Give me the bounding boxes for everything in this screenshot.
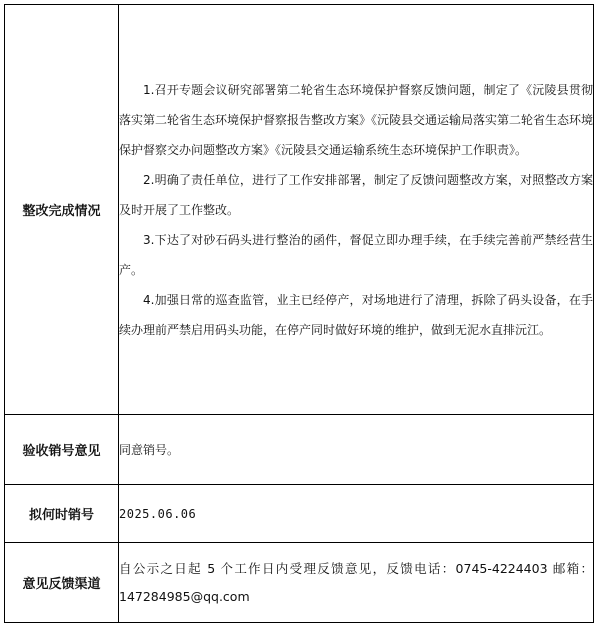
row-label-cancellation-date: 拟何时销号 (5, 485, 119, 543)
completion-content (119, 5, 594, 415)
row-label-completion: 整改完成情况 (5, 5, 119, 415)
completion-item-2: 2.明确了责任单位，进行了工作安排部署，制定了反馈问题整改方案，对照整改方案及时开展了工作整改。 (119, 172, 593, 217)
table-row-completion (5, 5, 594, 415)
rectification-table (4, 4, 594, 623)
completion-item-3: 3.下达了对砂石码头进行整治的函件，督促立即办理手续，在手续完善前严禁经营生产。 (119, 232, 593, 277)
cancellation-date-content (119, 485, 594, 543)
feedback-channel-text: 自公示之日起 5 个工作日内受理反馈意见，反馈电话：0745-4224403 邮箱：147284985@qq.com (119, 560, 593, 604)
cancellation-date: 2025.06.06 (119, 506, 197, 521)
table-row-feedback (5, 543, 594, 623)
completion-item-4: 4.加强日常的巡查监管，业主已经停产，对场地进行了清理，拆除了码头设备，在手续办理前严禁启用码头功能，在停产同时做好环境的维护，做到无泥水直排沅江。 (119, 292, 593, 337)
acceptance-opinion: 同意销号。 (119, 442, 180, 457)
feedback-content (119, 543, 594, 623)
table-row-cancellation-date (5, 485, 594, 543)
acceptance-content (119, 415, 594, 485)
table-row-acceptance (5, 415, 594, 485)
row-label-acceptance: 验收销号意见 (5, 415, 119, 485)
row-label-feedback: 意见反馈渠道 (5, 543, 119, 623)
completion-item-1: 1.召开专题会议研究部署第二轮省生态环境保护督察反馈问题，制定了《沅陵县贯彻落实第二轮省生态环境保护督察报告整改方案》《沅陵县交通运输局落实第二轮省生态环境保护督察交办问题整改方案》《沅陵县交通运输系统生态环境保护工作职责》。 (119, 82, 594, 157)
